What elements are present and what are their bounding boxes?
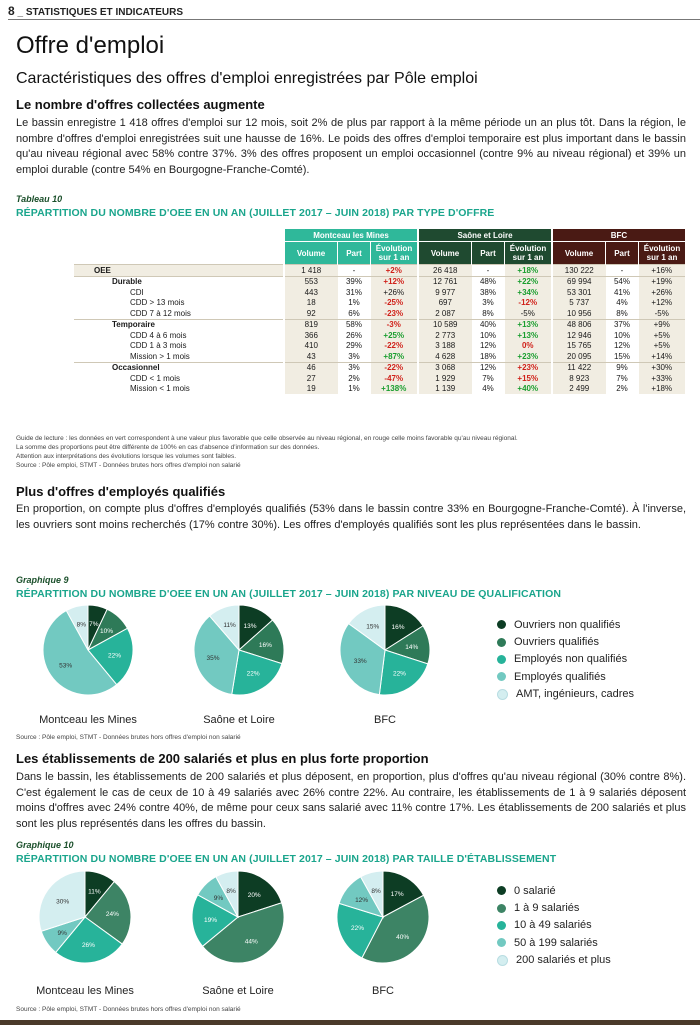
table-cell: 11 422 — [552, 362, 606, 373]
legend-label: 0 salarié — [514, 884, 556, 897]
pie-title: BFC — [374, 714, 396, 726]
table-cell: 0% — [505, 341, 553, 352]
table-cell: +25% — [371, 330, 419, 341]
table-col-2-0: Volume — [552, 242, 606, 265]
legend-swatch — [497, 655, 506, 664]
table-cell: 53 301 — [552, 287, 606, 298]
legend-item — [497, 899, 611, 916]
table-cell: 18% — [479, 351, 496, 361]
chart9-label: Graphique 9 — [16, 575, 69, 585]
slice-label: 22% — [108, 652, 122, 660]
legend-label: 10 à 49 salariés — [514, 919, 592, 932]
table-note: Source : Pôle emploi, STMT - Données brutes hors offres d'emploi non salarié — [16, 462, 241, 469]
table-cell: 9% — [606, 362, 639, 373]
slice-label: 14% — [405, 644, 419, 652]
pie-title: Saône et Loire — [203, 714, 275, 726]
table-cell: 1% — [348, 298, 360, 308]
table-cell: 9 977 — [418, 287, 472, 298]
table-cell: +2% — [371, 265, 419, 277]
slice-label: 11% — [88, 888, 101, 896]
legend-item — [497, 934, 611, 951]
table-cell: 7% — [482, 373, 494, 383]
slice-label: 24% — [105, 911, 119, 919]
table-cell: 37% — [606, 319, 639, 330]
legend-swatch — [497, 886, 506, 895]
table-cell: 130 222 — [552, 265, 606, 277]
table-col-1-0: Volume — [418, 242, 472, 265]
chart-legend — [497, 882, 611, 969]
pie-0 — [39, 871, 131, 963]
table-cell: 27 — [284, 373, 338, 384]
table-cell: - — [606, 265, 639, 277]
table-cell: 2% — [616, 384, 628, 394]
table-row — [74, 298, 685, 309]
pie-title: Montceau les Mines — [39, 714, 137, 726]
slice-label: 7% — [89, 621, 99, 629]
table-row — [74, 384, 685, 395]
table-col-2-2: Évolution sur 1 an — [639, 242, 686, 265]
table-cell: 2 499 — [552, 384, 606, 395]
table-cell: -12% — [505, 298, 553, 309]
table-cell: +138% — [371, 384, 419, 395]
table-col-0-1: Part — [338, 242, 371, 265]
table-cell: 12% — [613, 341, 630, 351]
table-cell: 48% — [472, 276, 505, 287]
table-corner — [74, 229, 284, 242]
table-col-1-1: Part — [472, 242, 505, 265]
table-cell: 1 139 — [418, 384, 472, 395]
slice-label: 35% — [206, 654, 220, 662]
section3-text: Dans le bassin, les établissements de 200 salariés et plus déposent, en proportion, plus d'offres qu'au niveau régional (30% contre 8%). C'est également le cas de ceux de 10 à 49 salariés avec 26% contre 22%. Au contraire, les établissements de 1 à 9 salariés déposent moins d'offres avec 24% contre 40%, de même pour ceux sans salarié avec 11% contre 17%. Les établissements de 200 salariés et plus sont les plus représentés dans les offres du bassin. — [16, 771, 686, 830]
legend-item — [497, 952, 611, 969]
table-note: Attention aux interprétations des évolutions lorsque les volumes sont faibles. — [16, 453, 237, 460]
legend-item — [497, 616, 634, 633]
page-title: Offre d'emploi — [16, 32, 165, 59]
legend-item — [497, 917, 611, 934]
table-cell: 366 — [284, 330, 338, 341]
table-row — [74, 308, 685, 319]
table-cell: 38% — [479, 287, 496, 297]
table-cell: -47% — [371, 373, 419, 384]
table-cell: +12% — [639, 298, 686, 309]
slice-label: 40% — [396, 933, 410, 941]
table-cell: 4% — [482, 384, 494, 394]
table-cell: 12% — [472, 362, 505, 373]
table-cell: +19% — [639, 276, 686, 287]
table-cell: 58% — [338, 319, 371, 330]
table-cell: 10% — [613, 330, 630, 340]
table-col-2-1: Part — [606, 242, 639, 265]
legend-swatch — [497, 672, 506, 681]
table-cell: 19 — [284, 384, 338, 395]
table-cell: +15% — [505, 373, 553, 384]
slice-label: 16% — [391, 623, 405, 631]
table-cell: 443 — [284, 287, 338, 298]
table-cell: 46 — [284, 362, 338, 373]
table-group-2: BFC — [552, 229, 685, 242]
table-cell: 54% — [606, 276, 639, 287]
table-cell: +5% — [639, 341, 686, 352]
table-cell: +33% — [639, 373, 686, 384]
pie-2 — [340, 605, 430, 695]
table-cell: 6% — [348, 308, 360, 318]
chart10-label: Graphique 10 — [16, 840, 74, 850]
row-label: CDD < 1 mois — [130, 373, 181, 383]
table-col-header — [74, 242, 685, 265]
slice-label: 15% — [366, 623, 380, 631]
table-cell: 819 — [284, 319, 338, 330]
table-cell: +5% — [639, 330, 686, 341]
legend-swatch — [497, 921, 506, 930]
table-cell: +34% — [505, 287, 553, 298]
slice-label: 13% — [243, 622, 257, 630]
table-cell: 2% — [348, 373, 360, 383]
legend-swatch — [497, 955, 508, 966]
table-cell: 43 — [284, 351, 338, 362]
legend-label: Ouvriers non qualifiés — [514, 618, 621, 631]
row-label: Mission > 1 mois — [130, 351, 190, 361]
table-cell: +9% — [639, 319, 686, 330]
chart10-title: RÉPARTITION DU NOMBRE D'OEE EN UN AN (JUILLET 2017 – JUIN 2018) PAR TAILLE D'ÉTABLISSEMENT — [16, 853, 557, 865]
table-cell: +26% — [639, 287, 686, 298]
table-cell: 7% — [616, 373, 628, 383]
row-label: Durable — [74, 276, 284, 287]
row-label: Occasionnel — [74, 362, 284, 373]
table-cell: 4 628 — [418, 351, 472, 362]
table-cell: 29% — [345, 341, 362, 351]
table-cell: +13% — [505, 330, 553, 341]
table-cell: 1% — [348, 384, 360, 394]
table-cell: -5% — [639, 308, 686, 319]
row-label: OEE — [74, 265, 284, 277]
table-cell: 69 994 — [552, 276, 606, 287]
legend-label: AMT, ingénieurs, cadres — [516, 688, 634, 701]
footer-bar — [0, 1020, 700, 1025]
legend-swatch — [497, 689, 508, 700]
legend-item — [497, 651, 634, 668]
table-cell: -5% — [505, 308, 553, 319]
table-cell: 3 188 — [418, 341, 472, 352]
table-cell: 1 418 — [284, 265, 338, 277]
table-col-1-2: Évolution sur 1 an — [505, 242, 553, 265]
slice-label: 17% — [390, 890, 404, 898]
table-cell: 15% — [613, 351, 630, 361]
legend-item — [497, 686, 634, 703]
slice-label: 22% — [246, 670, 260, 678]
pie-0 — [43, 605, 133, 695]
legend-label: Employés non qualifiés — [514, 653, 628, 666]
header-rule — [8, 19, 700, 20]
table-cell: 12 946 — [552, 330, 606, 341]
table-cell: 553 — [284, 276, 338, 287]
legend-item — [497, 882, 611, 899]
slice-label: 26% — [81, 941, 95, 949]
table-cell: +40% — [505, 384, 553, 395]
slice-label: 12% — [355, 897, 369, 905]
table-cell: +23% — [505, 351, 553, 362]
table-cell: 48 806 — [552, 319, 606, 330]
table-cell: +30% — [639, 362, 686, 373]
legend-label: 50 à 199 salariés — [514, 936, 598, 949]
pie-title: Saône et Loire — [202, 985, 274, 997]
table-cell: 410 — [284, 341, 338, 352]
table-cell: +22% — [505, 276, 553, 287]
chart9-source: Source : Pôle emploi, STMT - Données brutes hors offres d'emploi non salarié — [16, 734, 241, 741]
table-row — [74, 362, 685, 373]
table-cell: 12% — [479, 341, 496, 351]
page-header — [8, 4, 183, 18]
table-group-1: Saône et Loire — [418, 229, 552, 242]
section2-text: En proportion, on compte plus d'offres d'employés qualifiés (53% dans le bassin contre 33% en Bourgogne-Franche-Comté). À l'inverse, les ouvriers sont moins recherchés (17% contre 30%). Les offres d'employés qualifiés sont les plus représentées dans le bassin. — [16, 503, 686, 531]
header-sep: _ — [17, 7, 26, 18]
slice-label: 33% — [353, 658, 367, 666]
table-cell: -25% — [371, 298, 419, 309]
table-row — [74, 265, 685, 277]
legend-swatch — [497, 638, 506, 647]
table-notes — [16, 434, 518, 470]
table-cell: 18 — [284, 298, 338, 309]
table-cell: 8 923 — [552, 373, 606, 384]
table-cell: - — [338, 265, 371, 277]
table-group-0: Montceau les Mines — [284, 229, 418, 242]
table-cell: 41% — [613, 287, 630, 297]
table-label: Tableau 10 — [16, 194, 63, 204]
row-label: Temporaire — [74, 319, 284, 330]
table-col-0-2: Évolution sur 1 an — [371, 242, 419, 265]
table-cell: -22% — [371, 341, 419, 352]
table-cell: 3% — [338, 362, 371, 373]
section2-heading: Plus d'offres d'employés qualifiés — [16, 484, 226, 499]
pie-1 — [192, 871, 284, 963]
slice-label: 22% — [392, 670, 406, 678]
slice-label: 8% — [226, 887, 236, 895]
table-title: RÉPARTITION DU NOMBRE D'OEE EN UN AN (JUILLET 2017 – JUIN 2018) PAR TYPE D'OFFRE — [16, 207, 495, 219]
slice-label: 22% — [351, 925, 365, 933]
table-cell: 3% — [482, 298, 494, 308]
table-cell: 12 761 — [418, 276, 472, 287]
section1-heading: Le nombre d'offres collectées augmente — [16, 97, 265, 112]
table-cell: 15 765 — [552, 341, 606, 352]
row-label: Mission < 1 mois — [130, 384, 190, 394]
table-cell: +18% — [639, 384, 686, 395]
section3-heading: Les établissements de 200 salariés et plus en plus forte proportion — [16, 751, 429, 766]
slice-label: 9% — [57, 930, 67, 938]
legend-item — [497, 668, 634, 685]
table-cell: 3% — [348, 351, 360, 361]
table-cell: - — [472, 265, 505, 277]
table-note: La somme des proportions peut être différente de 100% en cas d'absence d'information sur des données. — [16, 444, 320, 451]
slice-label: 9% — [213, 894, 224, 902]
table-cell: 5 737 — [552, 298, 606, 309]
table-row — [74, 351, 685, 362]
table-cell: 4% — [616, 298, 628, 308]
table-cell: -22% — [371, 362, 419, 373]
slice-label: 44% — [244, 938, 258, 946]
slice-label: 10% — [99, 627, 113, 635]
table-cell: 2 773 — [418, 330, 472, 341]
pie-title: BFC — [372, 985, 394, 997]
table-cell: +26% — [371, 287, 419, 298]
table-cell: 10% — [479, 330, 496, 340]
table-cell: +12% — [371, 276, 419, 287]
table-cell: 2 087 — [418, 308, 472, 319]
table-cell: 40% — [472, 319, 505, 330]
slice-label: 11% — [223, 622, 236, 630]
table-row — [74, 276, 685, 287]
table-row — [74, 330, 685, 341]
slice-label: 16% — [258, 641, 272, 649]
legend-label: Employés qualifiés — [514, 670, 606, 683]
page-number: 8 — [8, 4, 15, 18]
table-cell: 39% — [338, 276, 371, 287]
table-cell: 8% — [616, 308, 628, 318]
slice-label: 53% — [59, 662, 73, 670]
legend-label: 1 à 9 salariés — [514, 902, 580, 915]
row-label: CDD 1 à 3 mois — [130, 341, 187, 351]
chart9-title: RÉPARTITION DU NOMBRE D'OEE EN UN AN (JUILLET 2017 – JUIN 2018) PAR NIVEAU DE QUALIFICATION — [16, 588, 562, 600]
section1-text: Le bassin enregistre 1 418 offres d'emploi sur 12 mois, soit 2% de plus par rapport à la même période un an plus tôt. Dans la région, le nombre d'offres d'emploi enregistrées suit une hausse de 16%. Le poids des offres d'emploi temporaire est plus important dans le bassin qu'au niveau régional avec 58% contre 37%. 3% des offres proposent un emploi occasionnel (contre 9% au niveau régional) et 39% un emploi durable (contre 54% en Bourgogne-Franche-Comté). — [16, 117, 686, 176]
table-row — [74, 341, 685, 352]
legend-item — [497, 633, 634, 650]
row-label: CDD 4 à 6 mois — [130, 330, 187, 340]
chart-legend — [497, 616, 634, 703]
table-cell: 8% — [482, 308, 494, 318]
table-cell: 697 — [418, 298, 472, 309]
row-label: CDD 7 à 12 mois — [130, 308, 191, 318]
legend-label: Ouvriers qualifiés — [514, 636, 599, 649]
row-label: CDD > 13 mois — [130, 298, 185, 308]
chart10-source: Source : Pôle emploi, STMT - Données brutes hors offres d'emploi non salarié — [16, 1006, 241, 1013]
table-cell: -23% — [371, 308, 419, 319]
table-cell: 10 589 — [418, 319, 472, 330]
table-cell: +13% — [505, 319, 553, 330]
row-label: CDI — [130, 287, 144, 297]
table-row — [74, 287, 685, 298]
pie-title: Montceau les Mines — [36, 985, 134, 997]
pie-1 — [194, 605, 284, 695]
table-cell: +14% — [639, 351, 686, 362]
table-cell: +23% — [505, 362, 553, 373]
table-cell: 26% — [345, 330, 362, 340]
table-cell: 92 — [284, 308, 338, 319]
table-cell: +87% — [371, 351, 419, 362]
table-group-header — [74, 229, 685, 242]
legend-swatch — [497, 938, 506, 947]
pie-2 — [337, 871, 429, 963]
table-cell: +18% — [505, 265, 553, 277]
slice-label: 30% — [56, 898, 70, 906]
offers-table — [74, 229, 685, 394]
slice-label: 8% — [76, 621, 86, 629]
table-cell: 31% — [345, 287, 362, 297]
legend-label: 200 salariés et plus — [516, 954, 611, 967]
table-row — [74, 373, 685, 384]
table-cell: +16% — [639, 265, 686, 277]
table-cell: -3% — [371, 319, 419, 330]
legend-swatch — [497, 904, 506, 913]
table-cell: 20 095 — [552, 351, 606, 362]
page-subtitle: Caractéristiques des offres d'emploi enregistrées par Pôle emploi — [16, 70, 478, 87]
slice-label: 20% — [247, 892, 261, 900]
slice-label: 8% — [371, 887, 381, 895]
section-name: STATISTIQUES ET INDICATEURS — [25, 7, 184, 18]
table-col-0-0: Volume — [284, 242, 338, 265]
table-cell: 10 956 — [552, 308, 606, 319]
slice-label: 19% — [204, 917, 218, 925]
table-note: Guide de lecture : les données en vert correspondent à une valeur plus favorable que celle observée au niveau régional, en rouge celle moins favorable qu'au niveau régional. — [16, 435, 518, 442]
table-cell: 26 418 — [418, 265, 472, 277]
table-row — [74, 319, 685, 330]
table-corner2 — [74, 242, 284, 265]
table-cell: 3 068 — [418, 362, 472, 373]
legend-swatch — [497, 620, 506, 629]
table-cell: 1 929 — [418, 373, 472, 384]
